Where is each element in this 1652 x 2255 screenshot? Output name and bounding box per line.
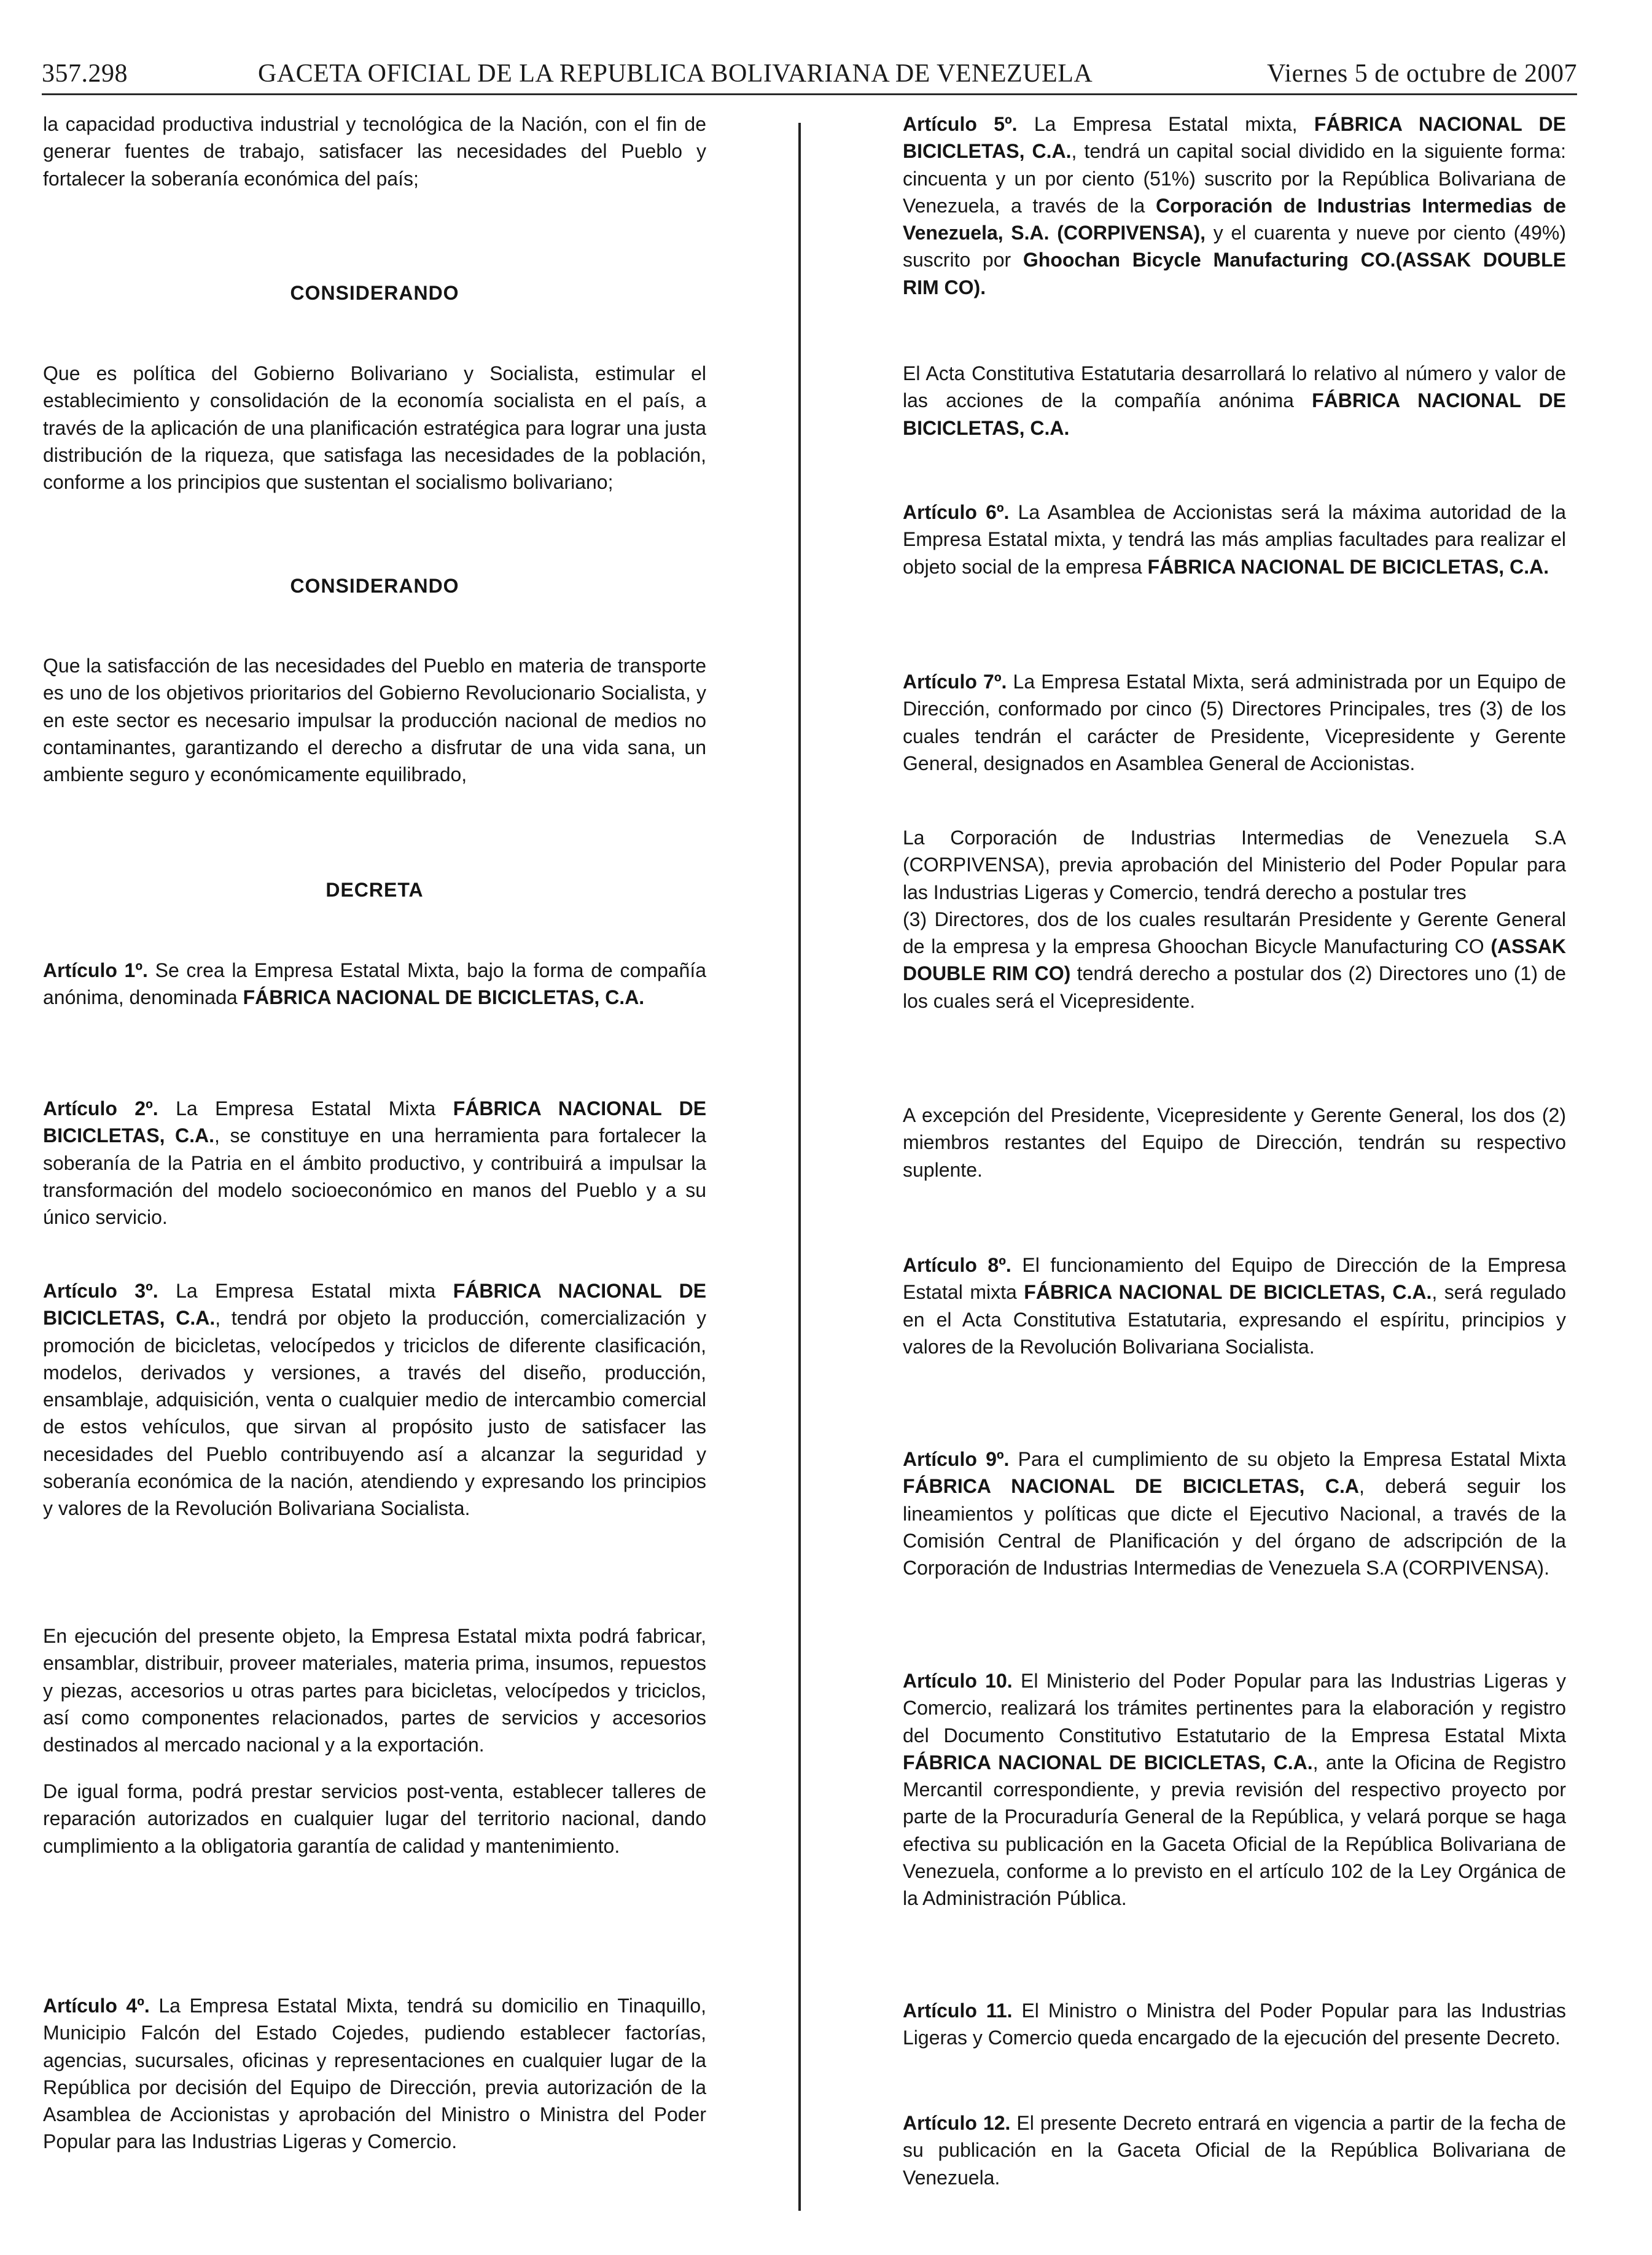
header-rule bbox=[42, 93, 1577, 95]
article-6 bbox=[903, 499, 1566, 580]
article-5-corpivensa: Corporación de Industrias Intermedias de Venezuela, S.A. (CORPIVENSA), bbox=[903, 194, 1567, 244]
article-4-label: Artículo 4º. bbox=[43, 1995, 150, 2017]
article-7 bbox=[903, 668, 1566, 777]
column-divider bbox=[798, 123, 801, 2211]
article-9-company-name: FÁBRICA NACIONAL DE BICICLETAS, C.A bbox=[903, 1475, 1360, 1498]
article-2-text-b: , se constituye en una herramienta para fortalecer la soberanía de la Patria en el ámbito productivo, y contribuirá a impulsar la transformación del modelo socioeconómico en manos del Pueblo y a su único servicio. bbox=[43, 1124, 706, 1229]
considerando-paragraph-2: Que la satisfacción de las necesidades del Pueblo en materia de transporte es uno de los objetivos prioritarios del Gobierno Revolucionario Socialista, y en este sector es necesario impulsar la producción nacional de medios no contaminantes, garantizando el derecho a disfrutar de una vida sana, un ambiente seguro y económicamente equilibrado, bbox=[43, 655, 706, 786]
article-10-text-b: , ante la Oficina de Registro Mercantil correspondiente, y previa revisión del respectivo proyecto por parte de la Procuraduría General de la República, y velará porque se haga efectiva su publicación en la Gaceta Oficial de la República Bolivariana de Venezuela, conforme a lo previsto en el artículo 102 de la Ley Orgánica de la Administración Pública. bbox=[903, 1751, 1566, 1910]
page-header bbox=[42, 56, 1577, 96]
article-3-paragraph-2: En ejecución del presente objeto, la Empresa Estatal mixta podrá fabricar, ensamblar, distribuir, proveer materiales, materia prima, insumos, repuestos y piezas, accesorios u otras partes para bicicletas, velocípedos y triciclos, así como componentes relacionados, partes de servicios y accesorios destinados al mercado nacional y a la exportación. bbox=[43, 1625, 706, 1756]
article-4 bbox=[43, 1992, 706, 2156]
article-1-text: Se crea la Empresa Estatal Mixta, bajo la forma de compañía anónima, denominada bbox=[43, 959, 707, 1009]
article-5-text-c: y el cuarenta y nueve por ciento (49%) suscrito por bbox=[903, 222, 1567, 271]
article-11-label: Artículo 11. bbox=[903, 2000, 1013, 2022]
article-7-para2-text-b: (3) Directores, dos de los cuales resultarán Presidente y Gerente General de la empresa y la empresa Ghoochan Bicycle Manufacturing CO bbox=[903, 908, 1566, 958]
article-9-text-a: Para el cumplimiento de su objeto la Empresa Estatal Mixta bbox=[1018, 1448, 1567, 1470]
article-5-text-a: La Empresa Estatal mixta, bbox=[1034, 113, 1298, 135]
publication-date: Viernes 5 de octubre de 2007 bbox=[1267, 60, 1577, 88]
article-12-text: El presente Decreto entrará en vigencia a partir de la fecha de su publicación en la Gaceta Oficial de la República Bolivariana de Venezuela. bbox=[903, 2112, 1567, 2189]
article-9-label: Artículo 9º. bbox=[903, 1448, 1010, 1470]
article-6-text: La Asamblea de Accionistas será la máxima autoridad de la Empresa Estatal mixta, y tendrá las más amplias facultades para realizar el objeto social de la empresa bbox=[903, 501, 1567, 578]
article-4-text: La Empresa Estatal Mixta, tendrá su domicilio en Tinaquillo, Municipio Falcón del Estado Cojedes, pudiendo establecer factorías, agencias, sucursales, oficinas y representaciones en cualquier lugar de la República por decisión del Equipo de Dirección, previa autorización de la Asamblea de Accionistas y aprobación del Ministro o Ministra del Poder Popular para las Industrias Ligeras y Comercio. bbox=[43, 1995, 707, 2153]
article-6-company-name: FÁBRICA NACIONAL DE BICICLETAS, C.A. bbox=[1147, 555, 1549, 578]
article-5-partner: Ghoochan Bicycle Manufacturing CO.(ASSAK DOUBLE RIM CO). bbox=[903, 249, 1567, 298]
article-12-label: Artículo 12. bbox=[903, 2112, 1011, 2134]
article-8-text-b: , será regulado en el Acta Constitutiva Estatutaria, expresando el espíritu, principios y valores de la Revolución Bolivariana Socialista. bbox=[903, 1281, 1567, 1358]
article-7-paragraph-3: A excepción del Presidente, Vicepresidente y Gerente General, los dos (2) miembros restantes del Equipo de Dirección, tendrán su respectivo suplente. bbox=[903, 1104, 1566, 1181]
article-7-paragraph-2 bbox=[903, 824, 1566, 1015]
article-11 bbox=[903, 1997, 1566, 2052]
article-5-paragraph-2 bbox=[903, 360, 1566, 442]
article-6-label: Artículo 6º. bbox=[903, 501, 1010, 523]
article-2-label: Artículo 2º. bbox=[43, 1097, 158, 1120]
article-8-label: Artículo 8º. bbox=[903, 1254, 1011, 1276]
gazette-title: GACETA OFICIAL DE LA REPUBLICA BOLIVARIANA DE VENEZUELA bbox=[258, 60, 1093, 88]
article-3-company-name: FÁBRICA NACIONAL DE BICICLETAS, C.A. bbox=[43, 1280, 707, 1330]
article-1-label: Artículo 1º. bbox=[43, 959, 148, 981]
considerando-heading-2: CONSIDERANDO bbox=[290, 575, 459, 597]
article-2-text-a: La Empresa Estatal Mixta bbox=[176, 1097, 436, 1120]
article-5 bbox=[903, 111, 1566, 301]
article-10 bbox=[903, 1667, 1566, 1912]
considerando-paragraph-1: Que es política del Gobierno Bolivariano y Socialista, estimular el establecimiento y consolidación de la economía socialista en el país, a través de la aplicación de una planificación estratégica para lograr una justa distribución de la riqueza, que satisfaga las necesidades de la población, conforme a los principios que sustentan el socialismo bolivariano; bbox=[43, 362, 706, 494]
article-9-text-b: , deberá seguir los lineamientos y políticas que dicte el Ejecutivo Nacional, a través de la Comisión Central de Planificación y del órgano de adscripción de la Corporación de Industrias Intermedias de Venezuela S.A (CORPIVENSA). bbox=[903, 1475, 1567, 1579]
article-5-company-name: FÁBRICA NACIONAL DE BICICLETAS, C.A. bbox=[903, 113, 1566, 163]
article-3-text-a: La Empresa Estatal mixta bbox=[176, 1280, 436, 1302]
article-8 bbox=[903, 1252, 1566, 1360]
article-3-paragraph-3: De igual forma, podrá prestar servicios post-venta, establecer talleres de reparación autorizados en cualquier lugar del territorio nacional, dando cumplimiento a la obligatoria garantía de calidad y mantenimiento. bbox=[43, 1780, 706, 1857]
article-7-para2-text-a: La Corporación de Industrias Intermedias de Venezuela S.A (CORPIVENSA), previa aprobación del Ministerio del Poder Popular para las Industrias Ligeras y Comercio, tendrá derecho a postular tres bbox=[903, 827, 1566, 903]
article-2 bbox=[43, 1095, 706, 1231]
article-9 bbox=[903, 1446, 1566, 1581]
article-8-text-a: El funcionamiento del Equipo de Dirección de la Empresa Estatal mixta bbox=[903, 1254, 1567, 1304]
article-11-text: El Ministro o Ministra del Poder Popular para las Industrias Ligeras y Comercio queda encargado de la ejecución del presente Decreto. bbox=[903, 2000, 1567, 2049]
article-5-para2-text: El Acta Constitutiva Estatutaria desarrollará lo relativo al número y valor de las acciones de la compañía anónima bbox=[903, 362, 1566, 412]
considerando-heading-1: CONSIDERANDO bbox=[290, 282, 459, 304]
article-10-label: Artículo 10. bbox=[903, 1670, 1013, 1692]
article-7-label: Artículo 7º. bbox=[903, 671, 1007, 693]
article-12 bbox=[903, 2109, 1566, 2191]
article-7-para2-partner: (ASSAK DOUBLE RIM CO) bbox=[903, 935, 1567, 985]
decreta-heading: DECRETA bbox=[325, 879, 424, 901]
article-5-text-b: , tendrá un capital social dividido en la siguiente forma: cincuenta y un por ciento (51%) suscrito por la República Bolivariana de Venezuela, a través de la bbox=[903, 140, 1566, 217]
article-1-company-name: FÁBRICA NACIONAL DE BICICLETAS, C.A. bbox=[243, 986, 645, 1009]
article-5-label: Artículo 5º. bbox=[903, 113, 1018, 135]
article-5-para2-company-name: FÁBRICA NACIONAL DE BICICLETAS, C.A. bbox=[903, 389, 1567, 439]
page-number: 357.298 bbox=[42, 60, 128, 88]
intro-paragraph: la capacidad productiva industrial y tecnológica de la Nación, con el fin de generar fuentes de trabajo, satisfacer las necesidades del Pueblo y fortalecer la soberanía económica del país; bbox=[43, 113, 706, 190]
article-7-para2-text-c: tendrá derecho a postular dos (2) Directores uno (1) de los cuales será el Vicepresidente. bbox=[903, 962, 1567, 1012]
article-8-company-name: FÁBRICA NACIONAL DE BICICLETAS, C.A. bbox=[1024, 1281, 1432, 1304]
article-1 bbox=[43, 957, 706, 1011]
article-3 bbox=[43, 1277, 706, 1522]
article-2-company-name: FÁBRICA NACIONAL DE BICICLETAS, C.A. bbox=[43, 1097, 707, 1147]
article-10-text-a: El Ministerio del Poder Popular para las Industrias Ligeras y Comercio, realizará los trámites pertinentes para la elaboración y registro del Documento Constitutivo Estatutario de la Empresa Estatal Mixta bbox=[903, 1670, 1567, 1747]
article-10-company-name: FÁBRICA NACIONAL DE BICICLETAS, C.A. bbox=[903, 1751, 1313, 1774]
article-3-label: Artículo 3º. bbox=[43, 1280, 158, 1302]
article-3-text-b: , tendrá por objeto la producción, comercialización y promoción de bicicletas, velocípedos y triciclos de diferente clasificación, modelos, derivados y versiones, a través del diseño, producción, ensamblaje, adquisición, venta o cualquier medio de intercambio comercial de estos vehículos, que sirvan al propósito justo de satisfacer las necesidades del Pueblo contribuyendo así a alcanzar la seguridad y soberanía económica de la nación, atendiendo y expresando los principios y valores de la Revolución Bolivariana Socialista. bbox=[43, 1307, 707, 1520]
article-7-text: La Empresa Estatal Mixta, será administrada por un Equipo de Dirección, conformado por cinco (5) Directores Principales, tres (3) de los cuales tendrán el carácter de Presidente, Vicepresidente y Gerente General, designados en Asamblea General de Accionistas. bbox=[903, 671, 1567, 774]
